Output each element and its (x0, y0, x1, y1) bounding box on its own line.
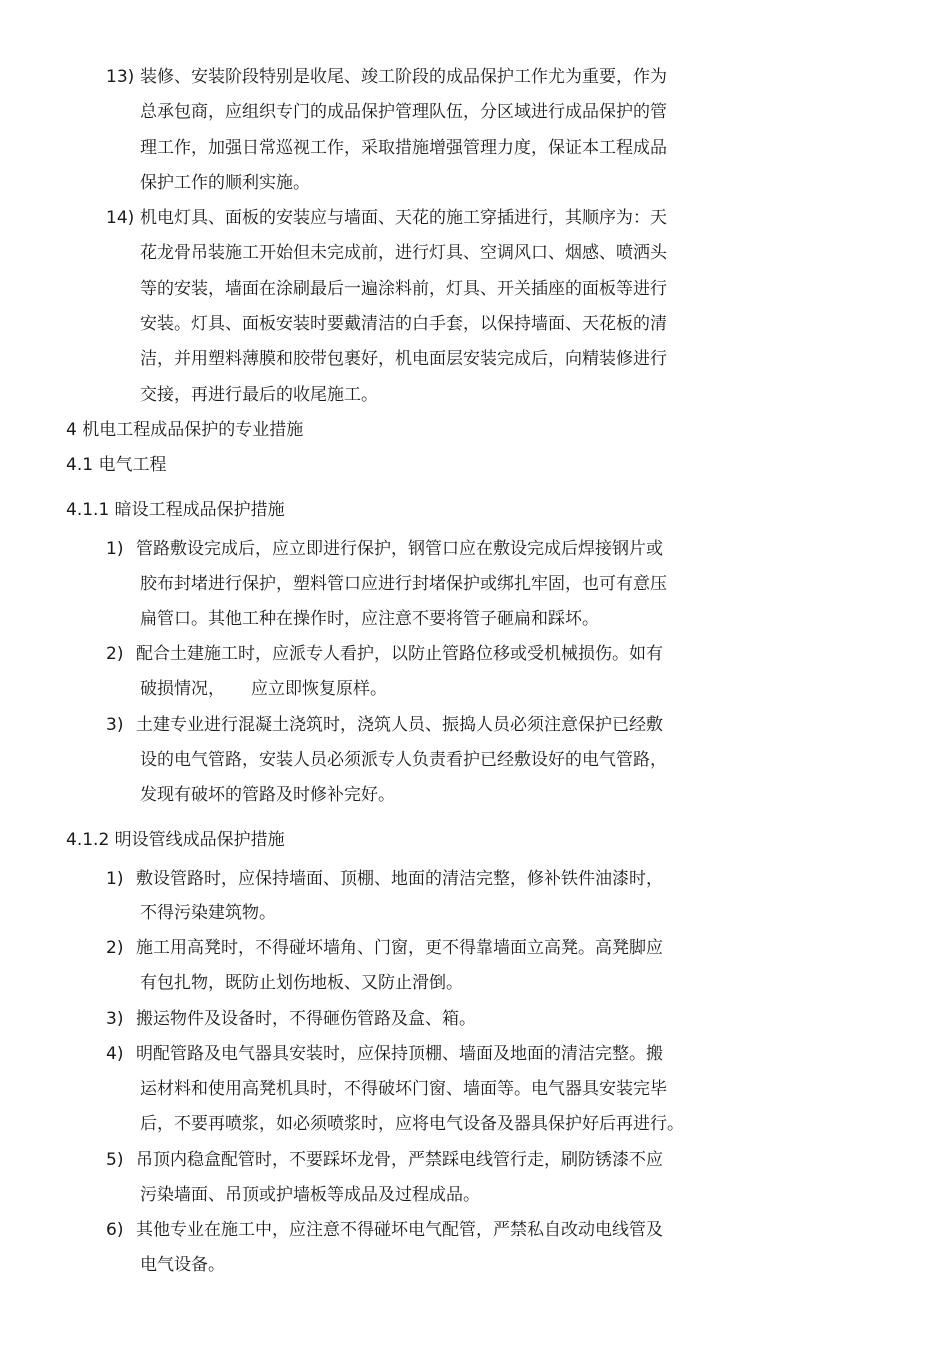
paragraph-line: 装修、安装阶段特别是收尾、竣工阶段的成品保护工作尤为重要，作为 (140, 67, 667, 87)
list-number: 2) (106, 938, 124, 958)
paragraph-line: 土建专业进行混凝土浇筑时，浇筑人员、振捣人员必须注意保护已经敷 (136, 715, 663, 735)
paragraph-line: 配合土建施工时，应派专人看护，以防止管路位移或受机械损伤。如有 (136, 644, 663, 664)
paragraph-line: 安装。灯具、面板安装时要戴清洁的白手套，以保持墙面、天花板的清 (140, 314, 667, 334)
paragraph-line: 总承包商，应组织专门的成品保护管理队伍，分区域进行成品保护的管 (140, 102, 667, 122)
paragraph-line: 施工用高凳时，不得碰坏墙角、门窗，更不得靠墙面立高凳。高凳脚应 (136, 938, 663, 958)
paragraph-line: 设的电气管路，安装人员必须派专人负责看护已经敷设好的电气管路， (140, 750, 667, 770)
paragraph-line: 明配管路及电气器具安装时，应保持顶棚、墙面及地面的清洁完整。搬 (136, 1044, 663, 1064)
list-number: 2) (106, 644, 124, 664)
paragraph-line: 洁，并用塑料薄膜和胶带包裹好，机电面层安装完成后，向精装修进行 (140, 349, 667, 369)
paragraph-line (140, 677, 387, 701)
paragraph-line: 不得污染建筑物。 (140, 903, 276, 923)
paragraph-line: 吊顶内稳盒配管时，不要踩坏龙骨，严禁踩电线管行走，刷防锈漆不应 (136, 1150, 663, 1170)
list-number: 4) (106, 1044, 124, 1064)
list-number: 6) (106, 1220, 124, 1240)
paragraph-line: 交接，再进行最后的收尾施工。 (140, 385, 378, 405)
list-number: 1) (106, 869, 124, 889)
list-number: 1) (106, 539, 124, 559)
paragraph-line: 管路敷设完成后，应立即进行保护，钢管口应在敷设完成后焊接钢片或 (136, 539, 663, 559)
paragraph-line: 污染墙面、吊顶或护墙板等成品及过程成品。 (140, 1185, 480, 1205)
list-number: 3) (106, 1009, 124, 1029)
paragraph-line: 其他专业在施工中，应注意不得碰坏电气配管，严禁私自改动电线管及 (136, 1220, 663, 1240)
paragraph-line: 发现有破坏的管路及时修补完好。 (140, 785, 395, 805)
paragraph-line: 运材料和使用高凳机具时，不得破坏门窗、墙面等。电气器具安装完毕 (140, 1079, 667, 1099)
paragraph-line: 扁管口。其他工种在操作时，应注意不要将管子砸扁和踩坏。 (140, 609, 599, 629)
paragraph-line: 搬运物件及设备时，不得砸伤管路及盒、箱。 (136, 1009, 476, 1029)
subsubsection-heading: 4.1.1 暗设工程成品保护措施 (66, 500, 285, 520)
paragraph-line: 胶布封堵进行保护，塑料管口应进行封堵保护或绑扎牢固，也可有意压 (140, 574, 667, 594)
paragraph-line: 机电灯具、面板的安装应与墙面、天花的施工穿插进行，其顺序为：天 (140, 208, 667, 228)
paragraph-line: 花龙骨吊装施工开始但未完成前，进行灯具、空调风口、烟感、喷洒头 (140, 243, 667, 263)
list-number: 14) (106, 208, 135, 228)
section-heading: 4 机电工程成品保护的专业措施 (66, 420, 304, 440)
list-number: 13) (106, 67, 135, 87)
paragraph-fragment: 破损情况， (140, 679, 225, 699)
list-number: 5) (106, 1150, 124, 1170)
paragraph-line: 有包扎物，既防止划伤地板、又防止滑倒。 (140, 973, 463, 993)
paragraph-line: 后，不要再喷浆，如必须喷浆时，应将电气设备及器具保护好后再进行。 (140, 1114, 684, 1134)
paragraph-line: 等的安装，墙面在涂刷最后一遍涂料前，灯具、开关插座的面板等进行 (140, 279, 667, 299)
paragraph-fragment: 应立即恢复原样。 (251, 679, 387, 699)
subsection-heading: 4.1 电气工程 (66, 455, 167, 475)
list-number: 3) (106, 715, 124, 735)
paragraph-line: 电气设备。 (140, 1255, 225, 1275)
paragraph-line: 敷设管路时，应保持墙面、顶棚、地面的清洁完整，修补铁件油漆时， (136, 869, 663, 889)
paragraph-line: 理工作，加强日常巡视工作，采取措施增强管理力度，保证本工程成品 (140, 138, 667, 158)
subsubsection-heading: 4.1.2 明设管线成品保护措施 (66, 830, 285, 850)
paragraph-line: 保护工作的顺利实施。 (140, 173, 310, 193)
